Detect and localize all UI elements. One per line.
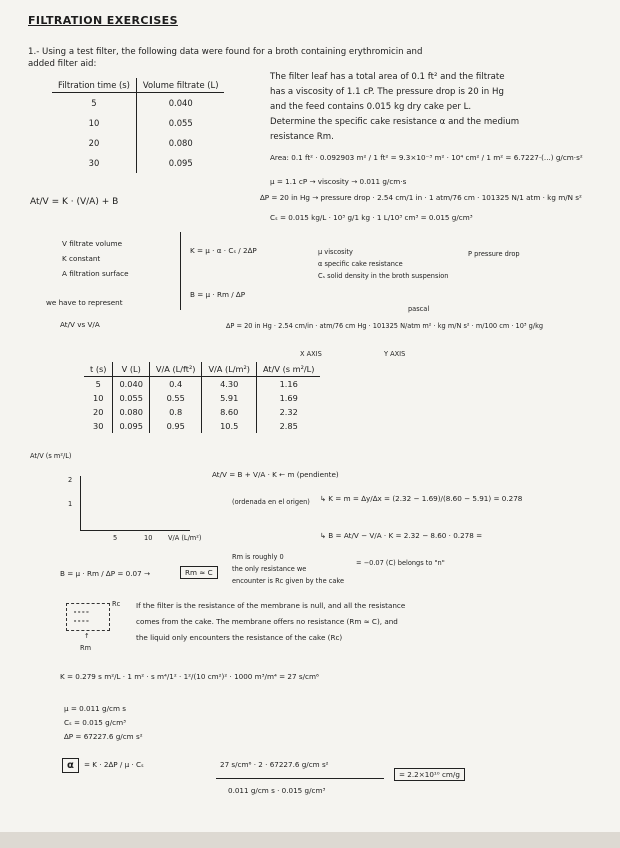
problem-statement xyxy=(270,70,519,145)
b-definition: B = μ · Rm / ∆P xyxy=(190,290,246,299)
statement-line: has a viscosity of 1.1 cP. The pressure drop is 20 in Hg xyxy=(270,87,504,97)
page-title: FILTRATION EXERCISES xyxy=(28,14,178,27)
rm-zero-note: Rm is roughly 0 xyxy=(232,553,284,561)
table-cell: 5.91 xyxy=(202,391,257,405)
note-item: α specific cake resistance xyxy=(318,260,403,268)
statement-line: The filter leaf has a total area of 0.1 ft² and the filtrate xyxy=(270,72,505,82)
cake-particles-icon: ∘∘∘∘ xyxy=(73,608,90,616)
rc-label: Rc xyxy=(112,600,121,608)
table-cell: 10.5 xyxy=(202,419,257,433)
viscosity-conversion: μ = 1.1 cP → viscosity → 0.011 g/cm·s xyxy=(270,177,407,186)
alpha-numerator: 27 s/cm⁶ · 2 · 67227.6 g/cm s² xyxy=(220,760,329,769)
table-cell: 30 xyxy=(93,421,104,431)
plot-x-axis xyxy=(80,530,190,531)
linear-note: (ordenada en el origen) xyxy=(232,498,310,506)
rm-label: Rm xyxy=(80,644,92,652)
table-cell: 0.055 xyxy=(113,391,149,405)
table-row xyxy=(52,113,224,133)
problem-line-1: 1.- Using a test filter, the following data were found for a broth containing erythromicin and xyxy=(28,47,423,57)
b-equation: B = μ · Rm / ∆P = 0.07 → xyxy=(60,569,150,578)
table-cell: 0.4 xyxy=(149,377,202,392)
table-row xyxy=(84,419,320,433)
explanation-line: If the filter is the resistance of the membrane is null, and all the resistance xyxy=(136,601,406,610)
table-cell: 0.055 xyxy=(136,113,224,133)
parameter-list xyxy=(64,702,143,744)
y-axis-label: Y AXIS xyxy=(384,350,406,358)
table-row xyxy=(84,391,320,405)
note-item: μ viscosity xyxy=(318,248,353,256)
b-result: = −0.07 (C) belongs to "n" xyxy=(356,559,445,567)
plot-y-tick: 1 xyxy=(68,500,73,508)
explanation-line: the liquid only encounters the resistance of the cake (Rc) xyxy=(136,633,343,642)
variable-legend xyxy=(62,236,129,281)
table-cell: 20 xyxy=(88,138,100,148)
table-row xyxy=(52,133,224,153)
table-row xyxy=(52,93,224,114)
table-header: Filtration time (s) xyxy=(52,78,136,93)
page-bottom-edge xyxy=(0,832,620,848)
data-table xyxy=(52,78,224,173)
statement-line: and the feed contains 0.015 kg dry cake per L. xyxy=(270,102,472,112)
table-header: At/V (s m²/L) xyxy=(256,362,320,377)
plot-x-label: V/A (L/m²) xyxy=(168,534,202,542)
rm-note-2: encounter is Rc given by the cake xyxy=(232,577,345,585)
filter-cake-sketch xyxy=(66,603,110,631)
table-cell: 0.8 xyxy=(149,405,202,419)
k-unit-conversion: K = 0.279 s m²/L · 1 m² · s m⁴/1² · 1²/(10 cm²)² · 1000 m³/m⁴ = 27 s/cm⁶ xyxy=(60,672,319,681)
statement-line: Determine the specific cake resistance α and the medium xyxy=(270,117,520,127)
b-calculation: ↳ B = At/V − V/A · K = 2.32 − 8.60 · 0.278 = xyxy=(320,531,483,540)
table-cell: 2.85 xyxy=(256,419,320,433)
plot-x-tick: 5 xyxy=(113,534,118,542)
table-header: V/A (L/ft²) xyxy=(149,362,202,377)
alpha-denominator: 0.011 g/cm s · 0.015 g/cm³ xyxy=(228,786,326,795)
note-item: Cₛ solid density in the broth suspension xyxy=(318,272,449,280)
statement-line: resistance Rm. xyxy=(270,132,334,142)
results-table xyxy=(84,362,320,433)
plot-y-label: At/V (s m²/L) xyxy=(30,452,72,460)
table-cell: 20 xyxy=(93,407,104,417)
table-cell: 4.30 xyxy=(202,377,257,392)
legend-item: V filtrate volume xyxy=(62,239,123,248)
explanation xyxy=(136,598,405,646)
arrow-up-icon: ↑ xyxy=(84,632,90,640)
table-header: V (L) xyxy=(113,362,149,377)
k-definition: K = μ · α · Cₛ / 2∆P xyxy=(190,246,257,255)
legend-item: A filtration surface xyxy=(62,269,129,278)
table-header: Volume filtrate (L) xyxy=(136,78,224,93)
table-cell: 30 xyxy=(88,158,100,168)
table-cell: 2.32 xyxy=(256,405,320,419)
table-cell: 0.95 xyxy=(149,419,202,433)
parameter-item: μ = 0.011 g/cm s xyxy=(64,704,126,713)
represent-text: we have to represent xyxy=(46,298,123,307)
table-cell: 1.16 xyxy=(256,377,320,392)
table-header: t (s) xyxy=(84,362,113,377)
table-cell: 0.095 xyxy=(136,153,224,173)
table-cell: 0.080 xyxy=(136,133,224,153)
linear-equation: At/V = B + V/A · K ← m (pendiente) xyxy=(212,470,339,479)
table-cell: 5 xyxy=(91,98,97,108)
table-cell: 0.080 xyxy=(113,405,149,419)
legend-item: K constant xyxy=(62,254,101,263)
table-header: V/A (L/m²) xyxy=(202,362,257,377)
k-notes xyxy=(318,246,448,282)
concentration-conversion: Cₛ = 0.015 kg/L · 10³ g/1 kg · 1 L/10³ cm³ = 0.015 g/cm³ xyxy=(270,213,473,222)
divider-line xyxy=(180,232,181,310)
cake-particles-icon: ∘∘∘∘ xyxy=(73,617,90,625)
plot-y-axis xyxy=(80,476,81,530)
rm-note-1: the only resistance we xyxy=(232,565,307,573)
pascal-label: pascal xyxy=(408,305,430,313)
parameter-item: ∆P = 67227.6 g/cm s² xyxy=(64,732,143,741)
filtration-equation: At/V = K · (V/A) + B xyxy=(30,197,119,207)
pressure-note: P pressure drop xyxy=(468,250,520,258)
area-conversion: Area: 0.1 ft² · 0.092903 m² / 1 ft² = 9.3×10⁻³ m² · 10⁴ cm² / 1 m² = 6.7227·(...) g/cm·s² xyxy=(270,153,583,162)
plot-x-tick: 10 xyxy=(144,534,153,542)
table-cell: 0.040 xyxy=(113,377,149,392)
table-cell: 1.69 xyxy=(256,391,320,405)
table-cell: 0.040 xyxy=(136,93,224,114)
table-cell: 10 xyxy=(88,118,100,128)
table-cell: 8.60 xyxy=(202,405,257,419)
explanation-line: comes from the cake. The membrane offers no resistance (Rm ≈ C), and xyxy=(136,617,398,626)
x-axis-label: X AXIS xyxy=(300,350,322,358)
table-row xyxy=(84,405,320,419)
table-cell: 5 xyxy=(95,379,101,389)
represent-expression: At/V vs V/A xyxy=(60,320,100,329)
table-cell: 0.55 xyxy=(149,391,202,405)
table-cell: 10 xyxy=(93,393,104,403)
k-calculation: ↳ K = m = ∆y/∆x = (2.32 − 1.69)/(8.60 − 5.91) = 0.278 xyxy=(320,494,523,503)
pressure-conversion: ∆P = 20 in Hg → pressure drop · 2.54 cm/1 in · 1 atm/76 cm · 101325 N/1 atm · kg m/N s² xyxy=(260,193,582,202)
alpha-boxed-label: α xyxy=(62,758,79,773)
pressure-full-conversion: ∆P = 20 in Hg · 2.54 cm/in · atm/76 cm Hg · 101325 N/atm m² · kg m/N s² · m/100 cm · 10³ g/kg xyxy=(226,322,544,330)
rm-boxed-result: Rm ≈ C xyxy=(180,566,218,579)
fraction-bar xyxy=(216,778,384,779)
plot-y-tick: 2 xyxy=(68,476,73,484)
alpha-result: = 2.2×10¹⁰ cm/g xyxy=(394,768,465,781)
alpha-equation: = K · 2∆P / μ · Cₛ xyxy=(84,760,144,769)
table-row xyxy=(84,377,320,392)
table-row xyxy=(52,153,224,173)
table-cell: 0.095 xyxy=(113,419,149,433)
problem-line-2: added filter aid: xyxy=(28,59,97,69)
parameter-item: Cₛ = 0.015 g/cm³ xyxy=(64,718,126,727)
